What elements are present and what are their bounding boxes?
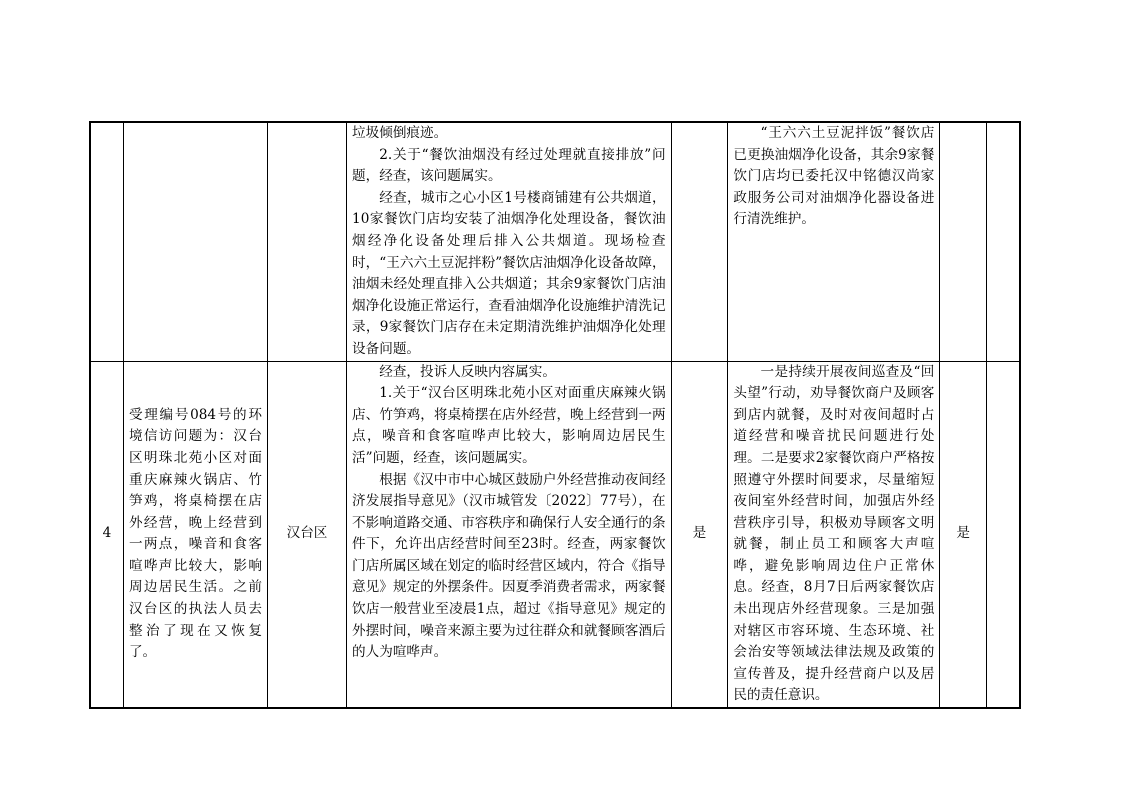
complaint-text: 受理编号084号的环境信访问题为：汉台区明珠北苑小区对面重庆麻辣火锅店、竹笋鸡，将桌椅摆在店外经营，晚上经营到一两点，噪音和食客喧哗声比较大，影响周边居民生活。之前汉台区的执法人员去整治了现在又恢复了。 (128, 406, 262, 661)
closed-cell: 是 (940, 361, 987, 708)
result-paragraph: 2.关于“餐饮油烟没有经过处理就直接排放”问题，经查，该问题属实。 (352, 146, 666, 185)
table-row (90, 122, 1020, 361)
measures-cell (728, 122, 940, 361)
row-number-cell: 4 (90, 361, 123, 708)
result-paragraph: 经查，城市之心小区1号楼商铺建有公共烟道，10家餐饮门店均安装了油烟净化处理设备，餐饮油烟经净化设备处理后排入公共烟道。现场检查时，“王六六土豆泥拌粉”餐饮店油烟净化设备故障，油烟未经处理直排入公共烟道；其余9家餐饮门店油烟净化设施正常运行，查看油烟净化设施维护清洗记录，9家餐饮门店存在未定期清洗维护油烟净化处理设备问题。 (352, 189, 666, 357)
report-table (89, 121, 1021, 709)
measures-paragraph: 一是持续开展夜间巡查及“回头望”行动，劝导餐饮商户及顾客到店内就餐，及时对夜间超时占道经营和噪音扰民问题进行处理。二是要求2家餐饮商户严格按照遵守外摆时间要求，尽量缩短夜间室外经营时间，加强店外经营秩序引导，积极劝导顾客文明就餐，制止员工和顾客大声喧哗，避免影响周边住户正常休息。经查，8月7日后两家餐饮店未出现店外经营现象。三是加强对辖区市容环境、生态环境、社会治安等领域法律法规及政策的宣传普及，提升经营商户以及居民的责任意识。 (733, 363, 935, 704)
table-row (90, 361, 1020, 708)
closed-cell (940, 122, 987, 361)
extra-cell (986, 122, 1020, 361)
complaint-content-cell (123, 361, 267, 708)
district-cell (267, 122, 346, 361)
investigation-result-cell (347, 122, 672, 361)
result-paragraph: 经查，投诉人反映内容属实。 (379, 363, 556, 380)
row-number-cell (90, 122, 123, 361)
result-paragraph: 1.关于“汉台区明珠北苑小区对面重庆麻辣火锅店、竹笋鸡，将桌椅摆在店外经营，晚上经营到一两点，噪音和食客喧哗声比较大，影响周边居民生活”问题，经查，该问题属实。 (352, 385, 666, 466)
is-true-cell: 是 (671, 361, 728, 708)
investigation-result-cell (347, 361, 672, 708)
district-cell: 汉台区 (267, 361, 346, 708)
result-paragraph: 垃圾倾倒痕迹。 (352, 125, 448, 141)
is-true-cell (671, 122, 728, 361)
measures-cell (728, 361, 940, 708)
extra-cell (986, 361, 1020, 708)
measures-paragraph: “王六六土豆泥拌饭”餐饮店已更换油烟净化设备，其余9家餐饮门店均已委托汉中铭德汉尚家政服务公司对油烟净化器设备进行清洗维护。 (733, 125, 935, 228)
result-paragraph: 根据《汉中市中心城区鼓励户外经营推动夜间经济发展指导意见》（汉市城管发〔2022〕77号），在不影响道路交通、市容秩序和确保行人安全通行的条件下，允许出店经营时间至23时。经查，两家餐饮门店所属区域在划定的临时经营区域内，符合《指导意见》规定的外摆条件。因夏季消费者需求，两家餐饮店一般营业至凌晨1点，超过《指导意见》规定的外摆时间，噪音来源主要为过往群众和就餐顾客酒后的人为喧哗声。 (352, 471, 666, 661)
complaint-content-cell (123, 122, 267, 361)
